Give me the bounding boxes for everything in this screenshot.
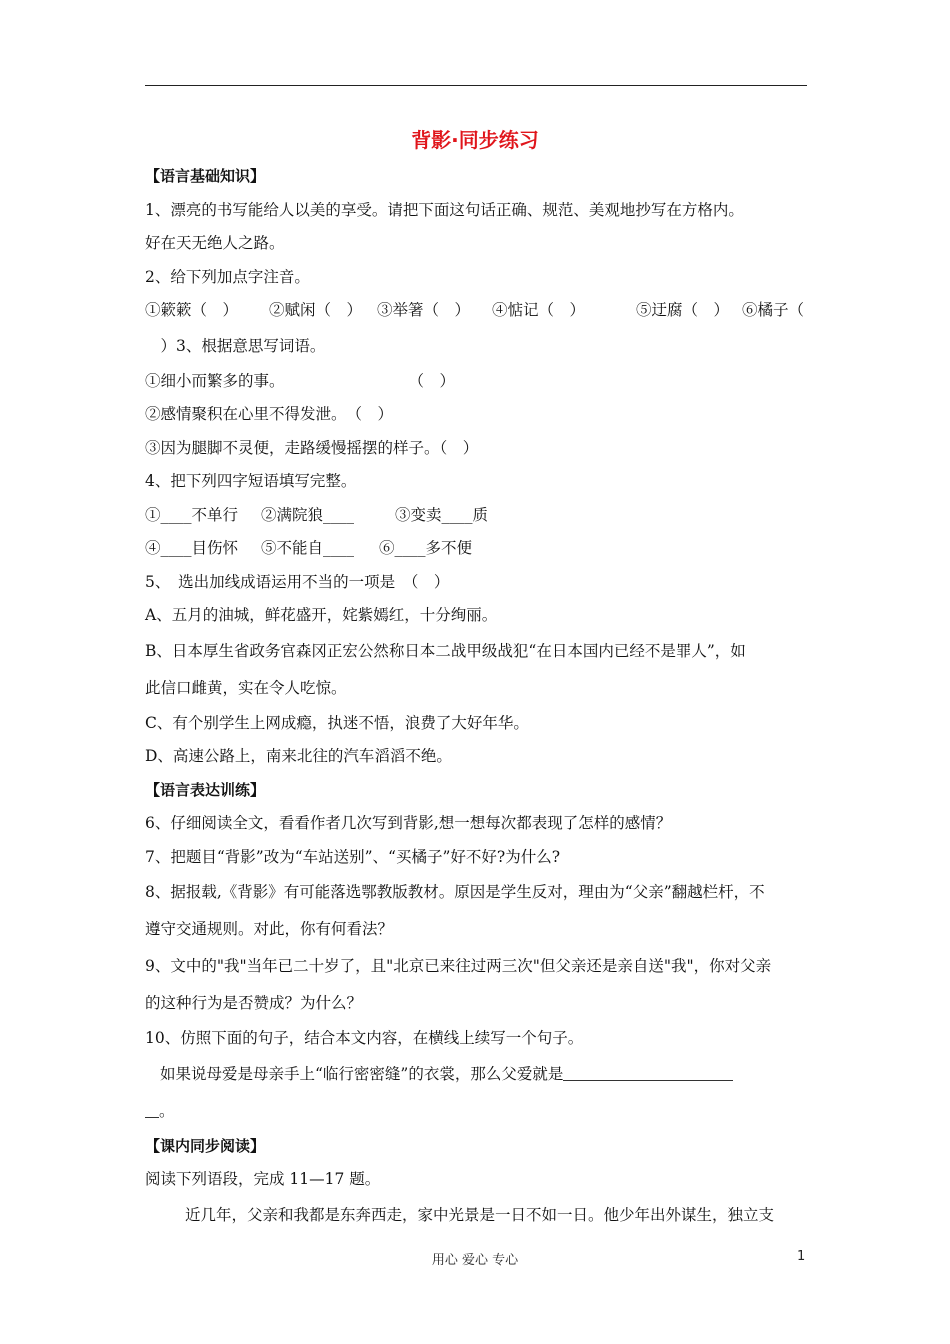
- header-rule: [145, 85, 807, 86]
- q5-option-b-line1: B、日本厚生省政务官森冈正宏公然称日本二战甲级战犯“在日本国内已经不是罪人”，如: [145, 641, 746, 660]
- q2-item-1: ①簌簌（ ）: [145, 301, 239, 319]
- section-heading-reading: 【课内同步阅读】: [145, 1136, 266, 1155]
- question-8-line2: 遵守交通规则。对此，你有何看法？: [145, 920, 394, 938]
- question-3: ）3、根据意思写词语。: [145, 336, 326, 355]
- q4-row-2: [145, 532, 807, 566]
- q10-sentence: [145, 1056, 807, 1093]
- q10-answer-line: [563, 1064, 733, 1081]
- question-8-line1: 8、据报载,《背影》有可能落选鄂教版教材。原因是学生反对，理由为“父亲”翻越栏杆，不: [145, 883, 765, 901]
- section-heading-expression: 【语言表达训练】: [145, 780, 266, 799]
- question-6: 6、仔细阅读全文，看看作者几次写到背影,想一想每次都表现了怎样的感情？: [145, 814, 672, 832]
- q5-option-d: D、高速公路上，南来北往的汽车滔滔不绝。: [145, 747, 452, 765]
- q10-sentence-text: 如果说母爱是母亲手上“临行密密缝”的衣裳，那么父爱就是: [160, 1064, 564, 1083]
- question-7: 7、把题目“背影”改为“车站送别”、“买橘子”好不好?为什么?: [145, 847, 561, 866]
- q5-option-c: C、有个别学生上网成瘾，执迷不悟，浪费了大好年华。: [145, 713, 529, 732]
- question-5: 5、 选出加线成语运用不当的一项是 （ ）: [145, 572, 450, 591]
- question-2-items: [145, 294, 807, 328]
- q3-item-3: ③因为腿脚不灵便，走路缓慢摇摆的样子。（ ）: [145, 438, 479, 457]
- question-1: 1、漂亮的书写能给人以美的享受。请把下面这句话正确、规范、美观地抄写在方格内。: [145, 200, 744, 219]
- q3-item-1: ①细小而繁多的事。 （ ）: [145, 371, 456, 390]
- question-10: 10、仿照下面的句子，结合本文内容，在横线上续写一个句子。: [145, 1029, 584, 1047]
- q10-answer-line-end: [145, 1101, 159, 1118]
- question-1-sentence: 好在天无绝人之路。: [145, 234, 285, 252]
- reading-paragraph: 近几年，父亲和我都是东奔西走，家中光景是一日不如一日。他少年出外谋生，独立支: [185, 1205, 775, 1224]
- q4-item-1: ①____不单行: [145, 505, 239, 524]
- question-2: 2、给下列加点字注音。: [145, 267, 310, 286]
- question-9-line2: 的这种行为是否赞成？为什么？: [145, 994, 363, 1012]
- question-9-line1: 9、文中的"我"当年已二十岁了，且"北京已来往过两三次"但父亲还是亲自送"我"，你对父亲: [145, 957, 772, 975]
- reading-instruction: 阅读下列语段，完成 11—17 题。: [145, 1170, 381, 1188]
- q10-continuation: [145, 1093, 807, 1130]
- q2-item-6: ⑥橘子（: [742, 301, 805, 319]
- q4-item-3: ③变卖____质: [395, 505, 489, 524]
- section-heading-basic: 【语言基础知识】: [145, 167, 266, 185]
- q5-option-b-line2: 此信口雌黄，实在令人吃惊。: [145, 678, 347, 697]
- q4-item-4: ④____目伤怀: [145, 539, 239, 557]
- q2-item-3: ③举箸（ ）: [377, 301, 471, 319]
- page-title: 背影·同步练习: [411, 128, 539, 152]
- q10-end-mark: 。: [159, 1101, 175, 1120]
- q4-item-6: ⑥____多不便: [379, 539, 473, 557]
- q2-item-2: ②赋闲（ ）: [269, 301, 363, 319]
- question-4: 4、把下列四字短语填写完整。: [145, 472, 357, 490]
- q4-item-2: ②满院狼____: [261, 505, 355, 524]
- page-number: 1: [797, 1249, 806, 1264]
- q5-option-a: A、五月的油城，鲜花盛开，姹紫嫣红，十分绚丽。: [145, 606, 498, 624]
- q2-item-5: ⑤迂腐（ ）: [636, 301, 730, 319]
- q4-item-5: ⑤不能自____: [261, 539, 355, 557]
- q3-item-2: ②感情聚积在心里不得发泄。 （ ）: [145, 405, 394, 423]
- q2-item-4: ④惦记（ ）: [492, 301, 586, 319]
- q4-row-1: [145, 499, 807, 533]
- document-body: [145, 160, 807, 1234]
- footer-motto: 用心 爱心 专心: [431, 1253, 519, 1268]
